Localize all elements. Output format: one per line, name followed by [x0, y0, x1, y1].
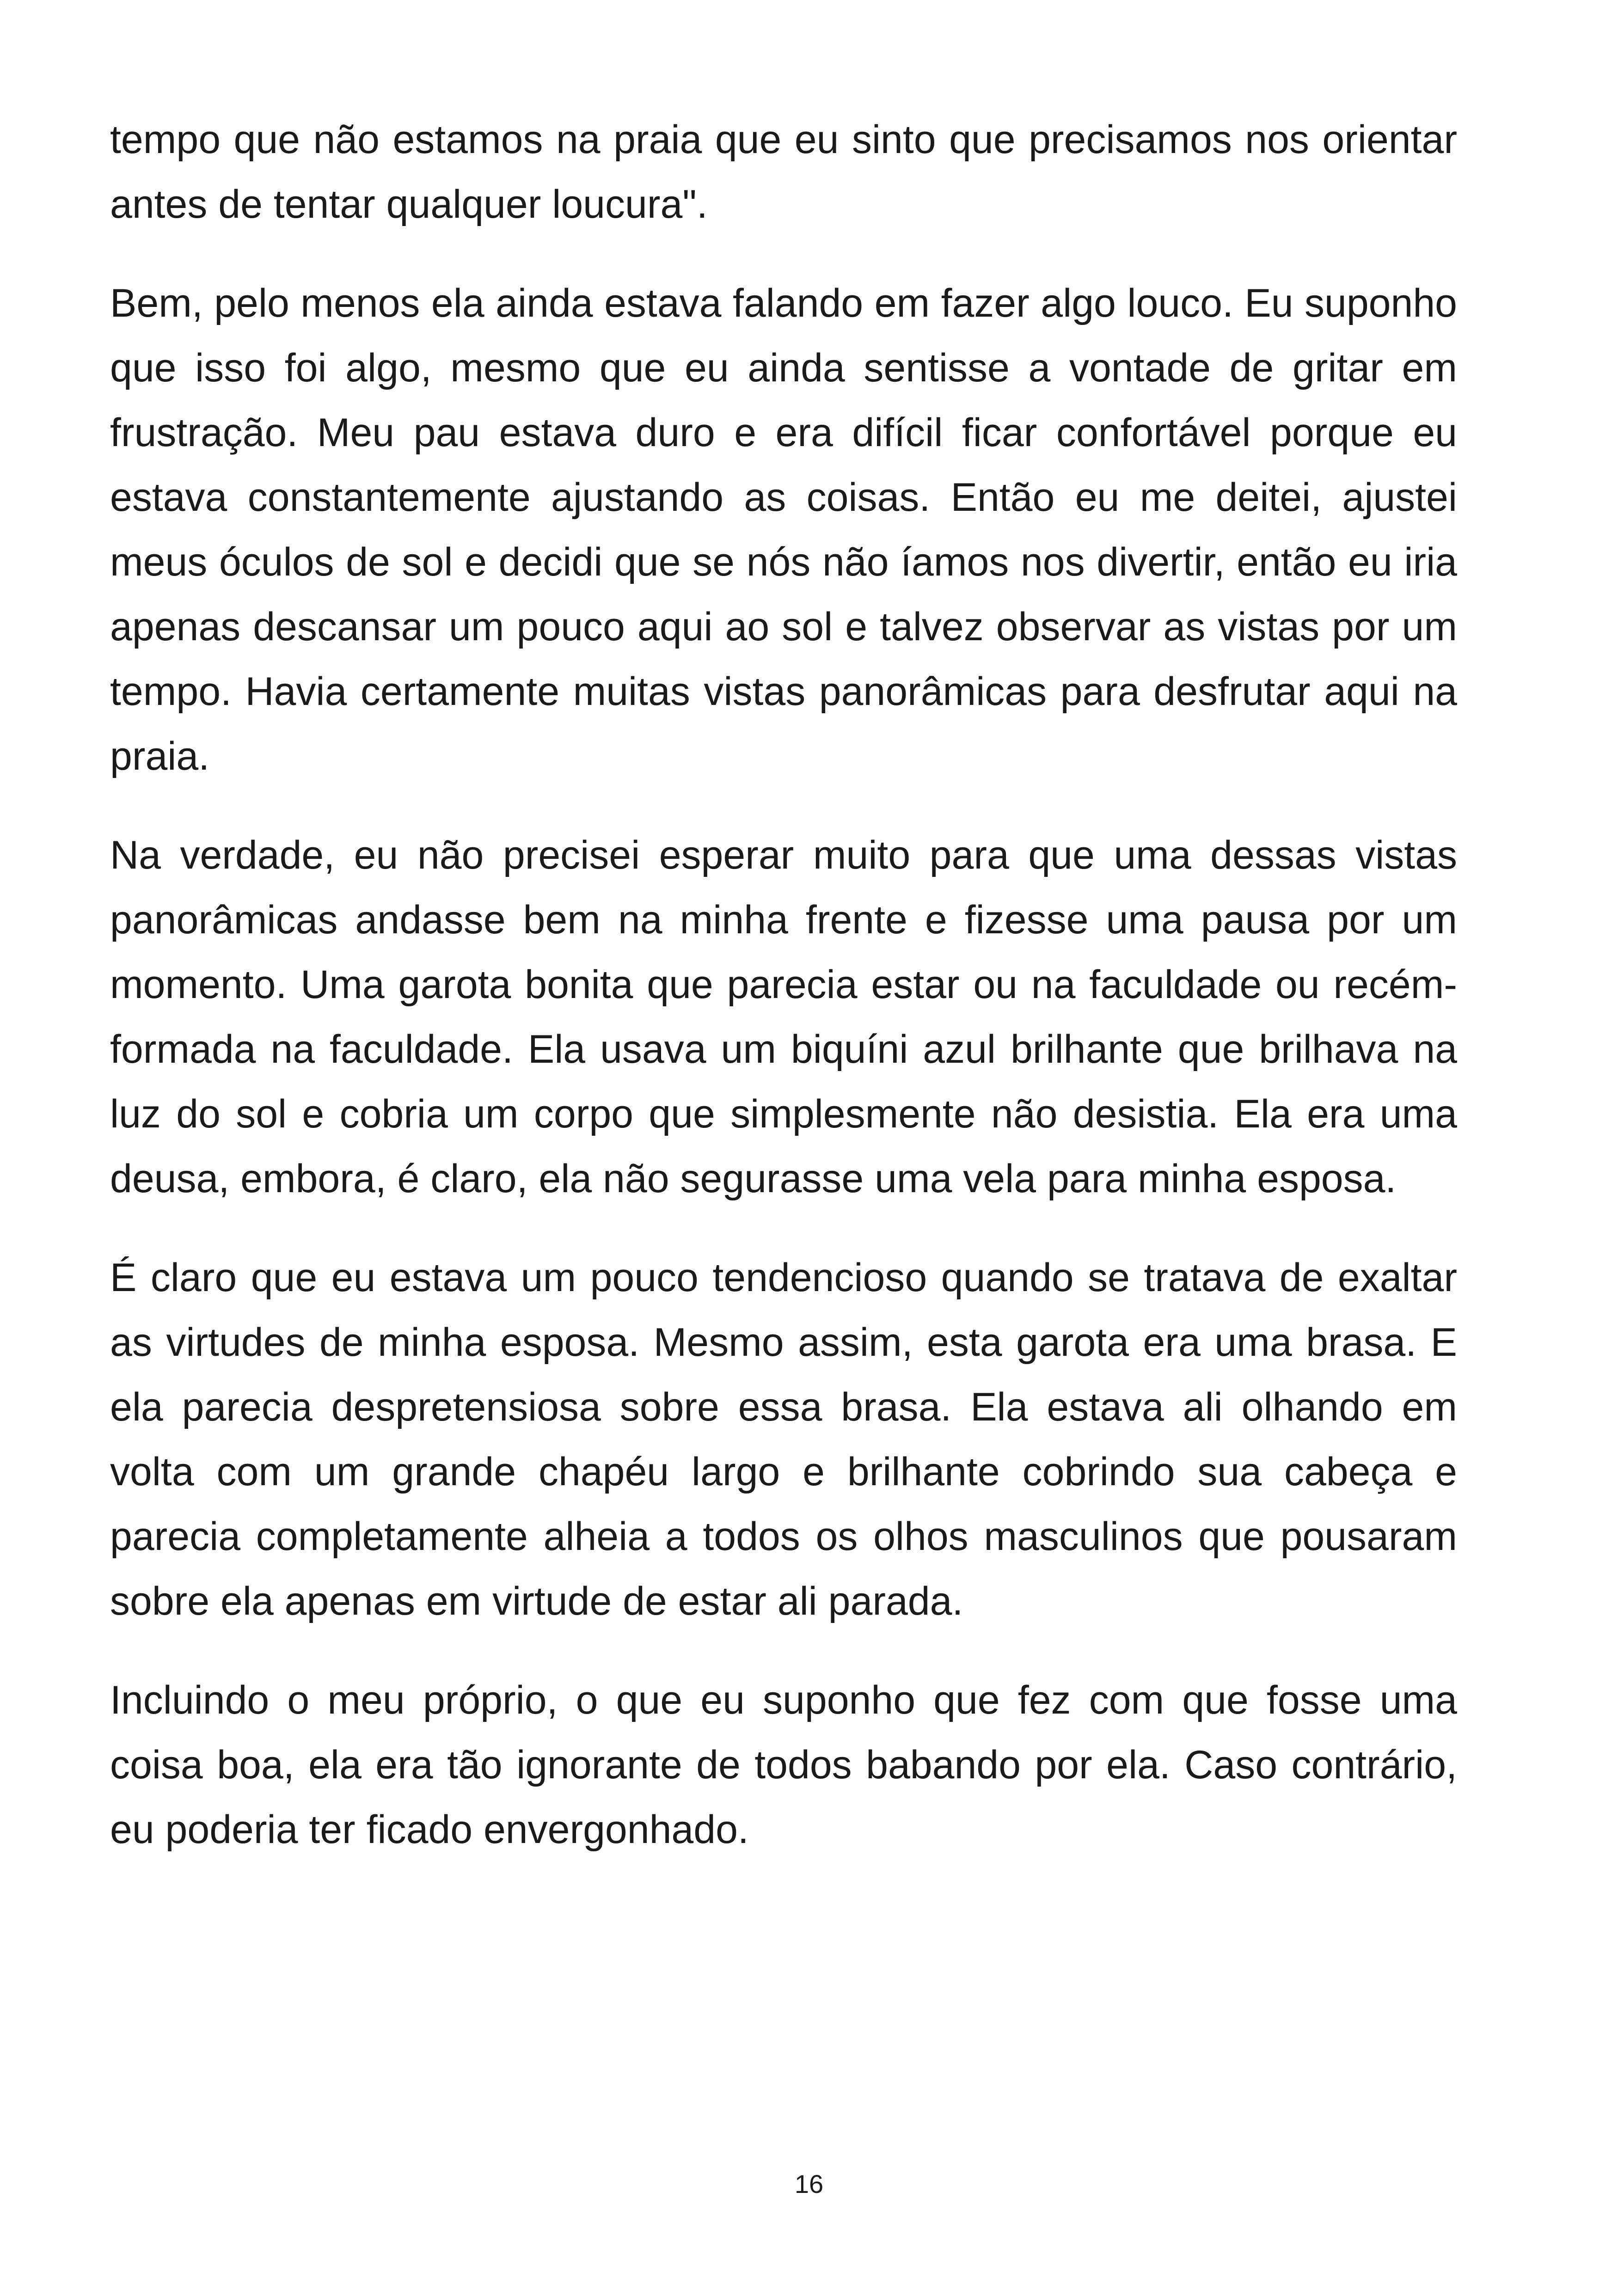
page-number: 16	[794, 2169, 824, 2198]
paragraph-4: É claro que eu estava um pouco tendencioso quando se tratava de exaltar as virtudes de minha esposa. Mesmo assim, esta garota era uma brasa. E ela parecia despretensiosa sobre essa brasa. Ela estava ali olhando em volta com um grande chapéu largo e brilhante cobrindo sua cabeça e parecia completamente alheia a todos os olhos masculinos que pousaram sobre ela apenas em virtude de estar ali parada.	[110, 1255, 1457, 1623]
paragraph-1: tempo que não estamos na praia que eu sinto que precisamos nos orientar antes de tentar qualquer loucura".	[110, 117, 1457, 227]
paragraph-5: Incluindo o meu próprio, o que eu suponho que fez com que fosse uma coisa boa, ela era tão ignorante de todos babando por ela. Caso contrário, eu poderia ter ficado envergonhado.	[110, 1678, 1457, 1852]
paragraph-3: Na verdade, eu não precisei esperar muito para que uma dessas vistas panorâmicas andasse bem na minha frente e fizesse uma pausa por um momento. Uma garota bonita que parecia estar ou na faculdade ou recém-formada na faculdade. Ela usava um biquíni azul brilhante que brilhava na luz do sol e cobria um corpo que simplesmente não desistia. Ela era uma deusa, embora, é claro, ela não segurasse uma vela para minha esposa.	[110, 833, 1457, 1201]
body-text	[110, 107, 1457, 1896]
paragraph-2: Bem, pelo menos ela ainda estava falando em fazer algo louco. Eu suponho que isso foi algo, mesmo que eu ainda sentisse a vontade de gritar em frustração. Meu pau estava duro e era difícil ficar confortável porque eu estava constantemente ajustando as coisas. Então eu me deitei, ajustei meus óculos de sol e decidi que se nós não íamos nos divertir, então eu iria apenas descansar um pouco aqui ao sol e talvez observar as vistas por um tempo. Havia certamente muitas vistas panorâmicas para desfrutar aqui na praia.	[110, 281, 1457, 778]
